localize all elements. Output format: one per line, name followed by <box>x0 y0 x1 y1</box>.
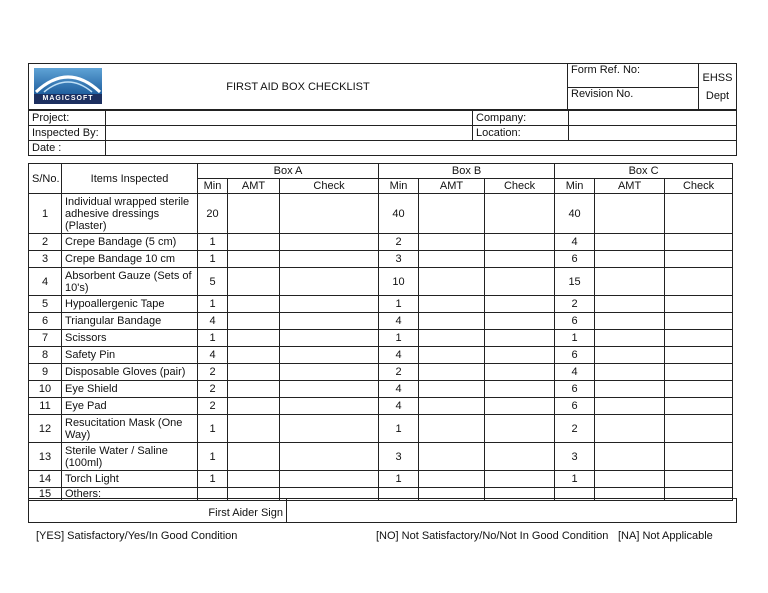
row-number: 10 <box>29 381 62 398</box>
box-b-check-header: Check <box>485 179 555 194</box>
box-b-amt[interactable] <box>419 398 485 415</box>
box-b-amt[interactable] <box>419 347 485 364</box>
box-b-min: 40 <box>379 194 419 234</box>
location-label: Location: <box>473 126 569 141</box>
box-a-check[interactable] <box>280 415 379 443</box>
item-name: Disposable Gloves (pair) <box>62 364 198 381</box>
box-b-amt[interactable] <box>419 234 485 251</box>
item-name: Resucitation Mask (One Way) <box>62 415 198 443</box>
legend-no: [NO] Not Satisfactory/No/Not In Good Condition <box>376 530 609 542</box>
box-a-amt[interactable] <box>228 415 280 443</box>
logo-arc-icon <box>34 68 102 94</box>
row-number: 3 <box>29 251 62 268</box>
row-number: 7 <box>29 330 62 347</box>
row-number: 4 <box>29 268 62 296</box>
box-a-min: 2 <box>198 364 228 381</box>
box-b-check[interactable] <box>485 364 555 381</box>
box-b-check[interactable] <box>485 194 555 234</box>
item-name: Safety Pin <box>62 347 198 364</box>
box-c-amt-header: AMT <box>595 179 665 194</box>
date-field[interactable] <box>106 141 737 156</box>
box-c-check[interactable] <box>665 194 733 234</box>
box-c-check[interactable] <box>665 398 733 415</box>
box-a-min: 1 <box>198 330 228 347</box>
box-b-check[interactable] <box>485 234 555 251</box>
box-b-min: 10 <box>379 268 419 296</box>
box-b-amt[interactable] <box>419 268 485 296</box>
box-a-amt[interactable] <box>228 347 280 364</box>
first-aider-label: First Aider Sign <box>29 499 287 523</box>
box-a-check[interactable] <box>280 381 379 398</box>
box-b-amt[interactable] <box>419 296 485 313</box>
box-b-amt[interactable] <box>419 415 485 443</box>
row-number: 6 <box>29 313 62 330</box>
box-a-amt[interactable] <box>228 296 280 313</box>
box-c-header: Box C <box>555 164 733 179</box>
box-b-check[interactable] <box>485 398 555 415</box>
item-name: Sterile Water / Saline (100ml) <box>62 443 198 471</box>
box-a-check[interactable] <box>280 234 379 251</box>
box-c-check[interactable] <box>665 415 733 443</box>
box-c-min: 6 <box>555 347 595 364</box>
box-a-min: 20 <box>198 194 228 234</box>
box-c-min: 1 <box>555 471 595 488</box>
box-c-amt[interactable] <box>595 330 665 347</box>
items-header: Items Inspected <box>62 164 198 194</box>
box-b-check[interactable] <box>485 415 555 443</box>
box-c-amt[interactable] <box>595 296 665 313</box>
box-a-min: 4 <box>198 313 228 330</box>
box-a-amt[interactable] <box>228 330 280 347</box>
company-label: Company: <box>473 111 569 126</box>
box-c-check[interactable] <box>665 347 733 364</box>
box-c-amt[interactable] <box>595 381 665 398</box>
box-b-min: 4 <box>379 398 419 415</box>
legend-yes: [YES] Satisfactory/Yes/In Good Condition <box>36 530 238 542</box>
box-a-amt[interactable] <box>228 194 280 234</box>
location-field[interactable] <box>569 126 737 141</box>
box-a-amt[interactable] <box>228 234 280 251</box>
table-row <box>29 296 733 313</box>
box-c-min: 6 <box>555 398 595 415</box>
header-table <box>28 63 737 110</box>
row-number: 11 <box>29 398 62 415</box>
box-c-min: 4 <box>555 234 595 251</box>
item-name: Individual wrapped sterile adhesive dressings (Plaster) <box>62 194 198 234</box>
form-title: FIRST AID BOX CHECKLIST <box>29 64 568 110</box>
box-b-min: 4 <box>379 347 419 364</box>
sno-header: S/No. <box>29 164 62 194</box>
box-c-min: 6 <box>555 313 595 330</box>
item-name: Eye Shield <box>62 381 198 398</box>
box-c-amt[interactable] <box>595 268 665 296</box>
item-name: Torch Light <box>62 471 198 488</box>
box-a-check[interactable] <box>280 443 379 471</box>
box-c-min: 6 <box>555 381 595 398</box>
item-name: Eye Pad <box>62 398 198 415</box>
box-b-min: 2 <box>379 234 419 251</box>
box-c-min: 40 <box>555 194 595 234</box>
box-a-check[interactable] <box>280 313 379 330</box>
revision-label: Revision No. <box>568 88 699 110</box>
box-b-min: 1 <box>379 415 419 443</box>
box-b-check[interactable] <box>485 296 555 313</box>
box-a-amt[interactable] <box>228 471 280 488</box>
box-b-amt[interactable] <box>419 471 485 488</box>
row-number: 14 <box>29 471 62 488</box>
box-a-amt[interactable] <box>228 313 280 330</box>
table-row <box>29 415 733 443</box>
table-row <box>29 251 733 268</box>
box-c-check[interactable] <box>665 313 733 330</box>
box-b-min: 1 <box>379 330 419 347</box>
box-c-check[interactable] <box>665 471 733 488</box>
box-a-amt[interactable] <box>228 251 280 268</box>
dept-label: Dept <box>705 89 730 102</box>
table-row <box>29 268 733 296</box>
box-b-min: 4 <box>379 313 419 330</box>
box-b-min-header: Min <box>379 179 419 194</box>
box-c-amt[interactable] <box>595 251 665 268</box>
checklist-table <box>28 163 733 501</box>
box-a-amt[interactable] <box>228 381 280 398</box>
box-b-amt[interactable] <box>419 443 485 471</box>
box-c-check[interactable] <box>665 251 733 268</box>
box-c-amt[interactable] <box>595 313 665 330</box>
box-b-amt[interactable] <box>419 381 485 398</box>
box-c-min: 6 <box>555 251 595 268</box>
row-number: 2 <box>29 234 62 251</box>
logo-arc-graphic <box>34 68 102 94</box>
box-a-header: Box A <box>198 164 379 179</box>
box-c-min: 2 <box>555 415 595 443</box>
company-logo <box>34 68 102 104</box>
item-name: Hypoallergenic Tape <box>62 296 198 313</box>
box-b-min: 3 <box>379 443 419 471</box>
box-c-min-header: Min <box>555 179 595 194</box>
box-a-check[interactable] <box>280 398 379 415</box>
box-c-check[interactable] <box>665 234 733 251</box>
table-row <box>29 330 733 347</box>
box-c-amt[interactable] <box>595 471 665 488</box>
box-b-amt-header: AMT <box>419 179 485 194</box>
box-c-check[interactable] <box>665 296 733 313</box>
box-a-check[interactable] <box>280 364 379 381</box>
box-a-min: 2 <box>198 381 228 398</box>
box-c-amt[interactable] <box>595 234 665 251</box>
item-name: Crepe Bandage (5 cm) <box>62 234 198 251</box>
box-b-check[interactable] <box>485 251 555 268</box>
table-row <box>29 194 733 234</box>
box-c-check[interactable] <box>665 268 733 296</box>
table-row <box>29 471 733 488</box>
info-table <box>28 110 737 156</box>
box-c-min: 15 <box>555 268 595 296</box>
box-b-min: 1 <box>379 471 419 488</box>
item-name: Scissors <box>62 330 198 347</box>
company-field[interactable] <box>569 111 737 126</box>
item-name: Triangular Bandage <box>62 313 198 330</box>
box-b-amt[interactable] <box>419 251 485 268</box>
logo-text: MAGICSOFT <box>34 94 102 104</box>
row-number: 5 <box>29 296 62 313</box>
table-row <box>29 398 733 415</box>
row-number: 1 <box>29 194 62 234</box>
box-c-check-header: Check <box>665 179 733 194</box>
box-c-amt[interactable] <box>595 415 665 443</box>
date-label: Date : <box>29 141 106 156</box>
box-c-check[interactable] <box>665 443 733 471</box>
row-number: 13 <box>29 443 62 471</box>
table-row <box>29 234 733 251</box>
row-number: 15 <box>29 488 62 501</box>
box-a-amt[interactable] <box>228 268 280 296</box>
box-b-amt[interactable] <box>419 330 485 347</box>
box-b-check[interactable] <box>485 471 555 488</box>
box-a-min: 2 <box>198 398 228 415</box>
box-b-min: 3 <box>379 251 419 268</box>
box-a-check[interactable] <box>280 471 379 488</box>
item-name: Crepe Bandage 10 cm <box>62 251 198 268</box>
box-a-min: 1 <box>198 234 228 251</box>
box-b-check[interactable] <box>485 313 555 330</box>
box-a-amt-header: AMT <box>228 179 280 194</box>
box-b-amt[interactable] <box>419 313 485 330</box>
box-a-min: 1 <box>198 471 228 488</box>
item-name: Others: <box>62 488 198 501</box>
box-b-min: 2 <box>379 364 419 381</box>
box-a-check[interactable] <box>280 268 379 296</box>
item-name: Absorbent Gauze (Sets of 10's) <box>62 268 198 296</box>
box-a-min: 1 <box>198 415 228 443</box>
box-a-check[interactable] <box>280 194 379 234</box>
inspected-by-label: Inspected By: <box>29 126 106 141</box>
box-a-min: 1 <box>198 251 228 268</box>
box-b-header: Box B <box>379 164 555 179</box>
table-row <box>29 364 733 381</box>
table-row <box>29 347 733 364</box>
box-b-check[interactable] <box>485 268 555 296</box>
box-a-check[interactable] <box>280 347 379 364</box>
box-b-check[interactable] <box>485 443 555 471</box>
box-b-check[interactable] <box>485 381 555 398</box>
project-field[interactable] <box>106 111 473 126</box>
box-c-check[interactable] <box>665 381 733 398</box>
box-a-min: 1 <box>198 296 228 313</box>
box-a-check-header: Check <box>280 179 379 194</box>
dept-code: EHSS <box>702 71 733 84</box>
project-label: Project: <box>29 111 106 126</box>
table-row <box>29 443 733 471</box>
first-aider-table <box>28 498 737 523</box>
table-row <box>29 313 733 330</box>
box-a-amt[interactable] <box>228 364 280 381</box>
dept-cell <box>699 64 737 110</box>
box-c-min: 1 <box>555 330 595 347</box>
inspected-by-field[interactable] <box>106 126 473 141</box>
box-b-min: 4 <box>379 381 419 398</box>
box-a-min: 5 <box>198 268 228 296</box>
box-c-amt[interactable] <box>595 347 665 364</box>
row-number: 8 <box>29 347 62 364</box>
box-a-amt[interactable] <box>228 443 280 471</box>
box-b-amt[interactable] <box>419 364 485 381</box>
box-b-check[interactable] <box>485 330 555 347</box>
first-aider-sign-field[interactable] <box>287 499 737 523</box>
box-a-min-header: Min <box>198 179 228 194</box>
box-a-check[interactable] <box>280 296 379 313</box>
box-c-amt[interactable] <box>595 398 665 415</box>
form-ref-label: Form Ref. No: <box>568 64 699 88</box>
box-c-min: 2 <box>555 296 595 313</box>
legend-na: [NA] Not Applicable <box>618 530 713 542</box>
box-a-check[interactable] <box>280 251 379 268</box>
box-b-check[interactable] <box>485 347 555 364</box>
row-number: 9 <box>29 364 62 381</box>
box-a-check[interactable] <box>280 330 379 347</box>
box-c-check[interactable] <box>665 330 733 347</box>
box-b-amt[interactable] <box>419 194 485 234</box>
box-c-amt[interactable] <box>595 364 665 381</box>
box-a-min: 1 <box>198 443 228 471</box>
box-a-min: 4 <box>198 347 228 364</box>
box-c-min: 3 <box>555 443 595 471</box>
box-c-amt[interactable] <box>595 194 665 234</box>
box-c-amt[interactable] <box>595 443 665 471</box>
box-b-min: 1 <box>379 296 419 313</box>
table-row <box>29 381 733 398</box>
box-a-amt[interactable] <box>228 398 280 415</box>
box-c-check[interactable] <box>665 364 733 381</box>
box-c-min: 4 <box>555 364 595 381</box>
row-number: 12 <box>29 415 62 443</box>
